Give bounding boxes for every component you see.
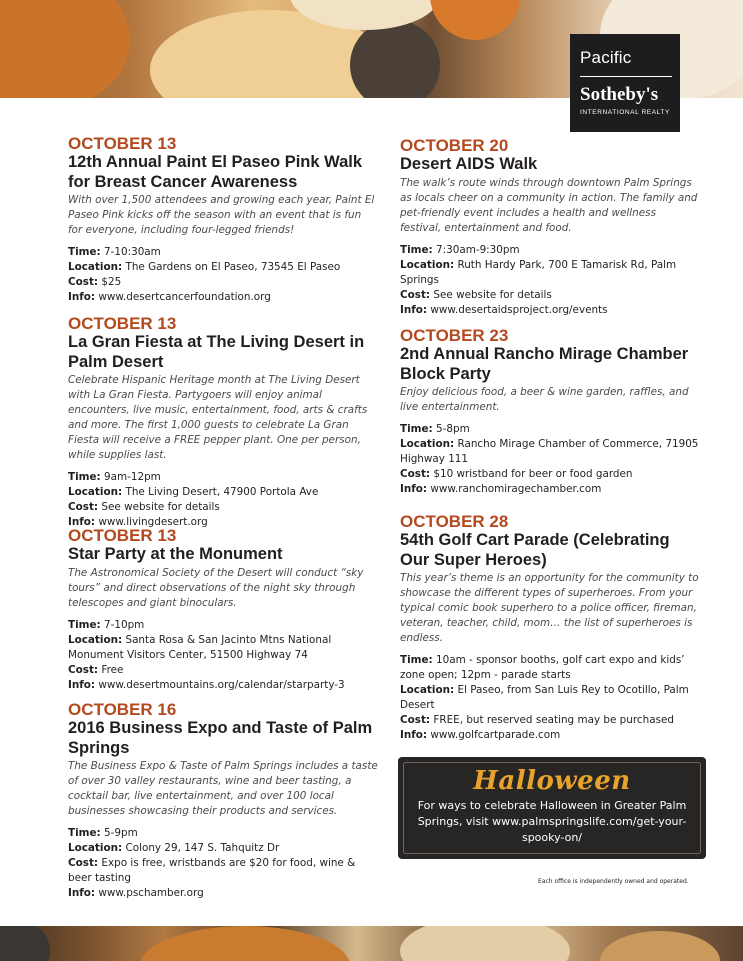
event-star-party — [68, 526, 378, 693]
logo-rule — [580, 76, 672, 77]
event-description: This year’s theme is an opportunity for the community to showcase the different types of superheroes. From your typical comic book superhero to a police officer, fireman, veteran, teacher, child, mom… the list of superheroes is endless. — [400, 572, 699, 644]
event-info: Info: www.pschamber.org — [68, 887, 204, 899]
event-title: Desert AIDS Walk — [400, 155, 538, 173]
event-location: Location: The Living Desert, 47900 Portola Ave — [68, 486, 319, 498]
event-title: 54th Golf Cart Parade (Celebrating Our Super Heroes) — [400, 531, 670, 569]
event-date: OCTOBER 20 — [400, 136, 509, 155]
event-time: Time: 7:30am-9:30pm — [400, 243, 520, 256]
event-date: OCTOBER 16 — [68, 700, 177, 719]
event-cost: Cost: Free — [68, 663, 124, 676]
event-info-link[interactable]: www.livingdesert.org — [98, 516, 208, 528]
halloween-callout — [398, 757, 706, 859]
event-info: Info: www.desertcancerfoundation.org — [68, 291, 271, 303]
event-title: 2nd Annual Rancho Mirage Chamber Block Party — [400, 345, 689, 383]
event-description: The walk’s route winds through downtown Palm Springs as locals cheer on a community in action. The family and pet-friendly event includes a health and wellness festival, entertainment and food. — [400, 176, 698, 234]
event-info: Info: www.desertmountains.org/calendar/starparty-3 — [68, 678, 345, 691]
event-description: Enjoy delicious food, a beer & wine garden, raffles, and live entertainment. — [400, 386, 689, 413]
event-info-link[interactable]: www.golfcartparade.com — [430, 729, 561, 741]
event-description: The Astronomical Society of the Desert will conduct “sky tours” and direct observations of the night sky through telescopes and giant binoculars. — [68, 566, 364, 609]
event-time: Time: 5-8pm — [400, 423, 470, 435]
event-title: Star Party at the Monument — [68, 545, 283, 563]
event-title: La Gran Fiesta at The Living Desert in Palm Desert — [68, 333, 365, 371]
event-cost: Cost: See website for details — [400, 288, 552, 301]
event-rancho-mirage-block-party — [400, 326, 700, 497]
event-info: Info: www.desertaidsproject.org/events — [400, 303, 608, 316]
event-golf-cart-parade — [400, 512, 700, 743]
event-info: Info: www.livingdesert.org — [68, 516, 208, 528]
event-time: Time: 7-10:30am — [68, 246, 161, 258]
event-date: OCTOBER 13 — [68, 134, 177, 153]
event-location: Location: El Paseo, from San Luis Rey to Ocotillo, Palm Desert — [400, 684, 689, 711]
pacific-sothebys-logo — [570, 34, 680, 132]
event-time: Time: 7-10pm — [68, 618, 145, 631]
event-info-link[interactable]: www.ranchomiragechamber.com — [430, 483, 602, 495]
event-business-expo — [68, 700, 378, 901]
disclaimer: Each office is independently owned and operated. — [538, 878, 689, 885]
event-paint-el-paseo-pink — [68, 134, 378, 305]
event-time: Time: 9am-12pm — [68, 471, 161, 483]
event-date: OCTOBER 28 — [400, 512, 509, 531]
event-title: 2016 Business Expo and Taste of Palm Springs — [68, 719, 373, 757]
event-info: Info: www.golfcartparade.com — [400, 729, 561, 741]
event-la-gran-fiesta — [68, 314, 378, 530]
event-info-link[interactable]: www.desertcancerfoundation.org — [98, 291, 271, 303]
event-desert-aids-walk — [400, 136, 700, 318]
event-date: OCTOBER 23 — [400, 326, 509, 345]
halloween-text[interactable]: For ways to celebrate Halloween in Greater Palm Springs, visit www.palmspringslife.com/get-your-spooky-on/ — [417, 799, 687, 844]
event-description: With over 1,500 attendees and growing each year, Paint El Paseo Pink kicks off the season with an event that is fun for everyone, including four-legged friends! — [68, 194, 375, 236]
event-cost: Cost: $25 — [68, 276, 122, 288]
halloween-title: Halloween — [473, 766, 631, 796]
event-location: Location: Santa Rosa & San Jacinto Mtns National Monument Visitors Center, 51500 Highway 74 — [68, 633, 332, 661]
event-cost: Cost: See website for details — [68, 501, 220, 513]
event-description: The Business Expo & Taste of Palm Springs includes a taste of over 30 valley restaurants, wine and beer tasting, a cocktail bar, live entertainment, and over 100 local businesses showcasing their products and services. — [68, 760, 378, 817]
event-location: Location: The Gardens on El Paseo, 73545 El Paseo — [68, 261, 341, 273]
event-info-link[interactable]: www.pschamber.org — [98, 887, 204, 899]
footer-photo-pumpkins — [0, 926, 743, 961]
logo-international-realty: INTERNATIONAL REALTY — [580, 109, 670, 116]
event-info-link[interactable]: www.desertaidsproject.org/events — [430, 303, 608, 316]
event-cost: Cost: Expo is free, wristbands are $20 for food, wine & beer tasting — [68, 857, 356, 884]
event-description: Celebrate Hispanic Heritage month at The Living Desert with La Gran Fiesta. Partygoers will enjoy animal encounters, live music, entertainment, food, arts & crafts and more. The first 1,000 guests to celebrate La Gran Fiesta will receive a FREE pepper plant. One per person, while supplies last. — [68, 374, 368, 461]
event-location: Location: Colony 29, 147 S. Tahquitz Dr — [68, 842, 280, 854]
event-info: Info: www.ranchomiragechamber.com — [400, 483, 602, 495]
event-title: 12th Annual Paint El Paseo Pink Walk for Breast Cancer Awareness — [68, 153, 363, 191]
logo-pacific: Pacific — [580, 48, 632, 67]
event-cost: Cost: FREE, but reserved seating may be purchased — [400, 714, 674, 726]
event-date: OCTOBER 13 — [68, 526, 177, 545]
event-info-link[interactable]: www.desertmountains.org/calendar/starparty-3 — [98, 678, 345, 691]
event-location: Location: Rancho Mirage Chamber of Commerce, 71905 Highway 111 — [400, 438, 699, 465]
event-location: Location: Ruth Hardy Park, 700 E Tamarisk Rd, Palm Springs — [400, 258, 677, 286]
event-date: OCTOBER 13 — [68, 314, 177, 333]
event-time: Time: 10am - sponsor booths, golf cart expo and kids’ zone open; 12pm - parade starts — [400, 654, 685, 681]
event-time: Time: 5-9pm — [68, 827, 138, 839]
logo-sothebys: Sotheby's — [580, 84, 659, 105]
event-cost: Cost: $10 wristband for beer or food garden — [400, 468, 633, 480]
